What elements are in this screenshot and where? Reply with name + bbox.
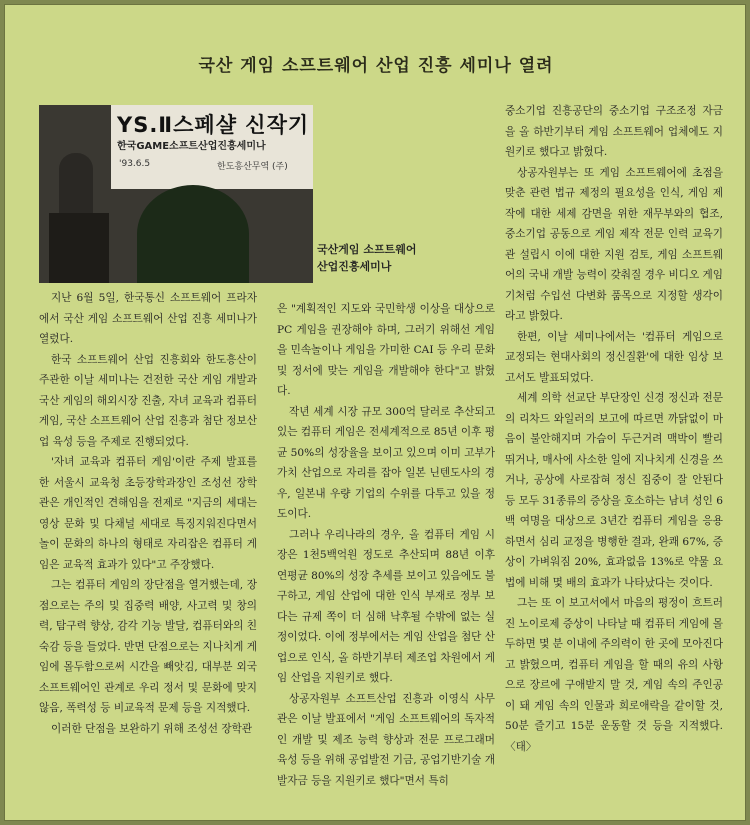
paragraph: 그러나 우리나라의 경우, 올 컴퓨터 게임 시장은 1천5백억원 정도로 추산되며 88년 이후 연평균 80%의 성장 추세를 보이고 있음에도 불구하고, 게임 산업에 대한 인식 부재로 정부 보다는 규제 쪽이 더 심해 낙후될 수밖에 없는 실정이었다. 이에 정부에서는 게임 산업을 첨단 산업으로 인식, 올 하반기부터 제조업 차원에서 게임 산업을 지원키로 했다. — [277, 528, 496, 684]
speaker-figure — [59, 153, 93, 217]
paragraph: 그는 또 이 보고서에서 마음의 평정이 흐트러진 노이로제 증상이 나타날 때 컴퓨터 게임에 몰두하면 몇 분 이내에 주의력이 한 곳에 모아진다고 밝혔으며, 컴퓨터 게임을 할 때의 유의 사항으로 장르에 구애받지 말 것, 게임 속의 주인공이 돼 게임 속의 인물과 희로애락을 같이할 것, 50분 즐기고 15분 운동할 것 등을 지적했다.〈태〉 — [505, 597, 724, 753]
paragraph: 상공자원부는 또 게임 소프트웨어에 초점을 맞춘 관련 법규 제정의 필요성을 인식, 게임 제작에 대한 세제 감면을 위한 재무부와의 협조, 중소기업 공동으로 게임 제작 전문 인력 교육기관 설립시 이에 대한 지원 검토, 게임 소프트웨어의 국내 개발 능력이 갖춰질 경우 비디오 게임기처럼 수입선 다변화 품목으로 지정할 생각이라고 밝혔다. — [505, 166, 724, 322]
banner-line2: 한국GAME소프트산업진흥세미나 — [117, 141, 266, 152]
caption-line2: 산업진흥세미나 — [317, 260, 392, 273]
paragraph: 한편, 이날 세미나에서는 '컴퓨터 게임으로 교정되는 현대사회의 정신질환'에 대한 임상 보고서도 발표되었다. — [505, 330, 723, 384]
paragraph: 지난 6월 5일, 한국통신 소프트웨어 프라자에서 국산 게임 소프트웨어 산업 진흥 세미나가 열렸다. — [39, 292, 257, 345]
article-title: 국산 게임 소프트웨어 산업 진흥 세미나 열려 — [198, 56, 554, 76]
text-column-1 — [39, 288, 257, 739]
paragraph: 한국 소프트웨어 산업 진흥회와 한도흥산이 주관한 이날 세미나는 건전한 국산 게임 개발과 국산 게임의 해외시장 진출, 자녀 교육과 컴퓨터 게임, 국산 소프트웨어 산업 진흥과 첨단 정보산업 육성 등을 주제로 진행되었다. — [39, 353, 258, 448]
banner-line1: YS.Ⅱ스페샬 신작기 — [117, 113, 310, 137]
banner-host: 한도흥산무역 (주) — [217, 162, 288, 172]
paragraph: 중소기업 진흥공단의 중소기업 구조조정 자금을 올 하반기부터 게임 소프트웨어 업체에도 지원키로 했다고 밝혔다. — [505, 105, 723, 158]
podium — [49, 213, 109, 283]
paragraph: 상공자원부 소프트산업 진흥과 이영식 사무관은 이날 발표에서 "게임 소프트웨어의 독자적인 개발 및 제조 능력 향상과 전문 프로그래머 육성 등을 위해 공업발전 기금, 공업기반기술 개발자금 등을 지원키로 했다"면서 특히 — [277, 692, 496, 787]
seminar-photo — [39, 105, 313, 283]
photo-caption — [317, 241, 416, 275]
text-column-2 — [277, 299, 495, 791]
magazine-page — [4, 4, 746, 821]
paragraph: 세계 의학 선교단 부단장인 신경 정신과 전문의 리차드 와일러의 보고에 따르면 까닭없이 마음이 불안해지며 가슴이 두근거려 맥박이 빨리 뛰거나, 매사에 사소한 일에 지나치게 신경을 쓰거나, 공상에 사로잡혀 정신 집중이 잘 안된다 등 모두 31종류의 증상을 호소하는 남녀 성인 6백 여명을 대상으로 3년간 컴퓨터 게임을 응용하면서 심리 교정을 병행한 결과, 완쾌 67%, 증상이 가벼워짐 20%, 효과없음 13%로 약물 요법에 비해 몇 배의 효과가 나타났다는 것이다. — [505, 392, 724, 589]
paragraph: 그는 컴퓨터 게임의 장단점을 열거했는데, 장점으로는 주의 및 집중력 배양, 사고력 및 창의력, 탐구력 향상, 감각 기능 발달, 컴퓨터와의 친숙감 등을 들었다. 반면 단점으로는 지나치게 게임에 몰두함으로써 시간을 빼앗김, 대부분 외국 소프트웨어인 관계로 우리 정서 및 문화에 맞지 않음, 폭력성 등 비교육적 문제 등을 지적했다. — [39, 579, 258, 714]
stage-banner — [111, 105, 313, 189]
paragraph: 이러한 단점을 보완하기 위해 조성선 장학관 — [51, 722, 253, 735]
banner-date: '93.6.5 — [119, 159, 151, 169]
text-column-3 — [505, 101, 723, 757]
caption-line1: 국산게임 소프트웨어 — [317, 243, 417, 256]
paragraph: '자녀 교육과 컴퓨터 게임'이란 주제 발표를 한 서울시 교육청 초등장학과장인 조성선 장학관은 개인적인 견해임을 전제로 "지금의 세대는 영상 문화 및 다채널 세대로 특징지워진다면서 놀이 문화의 하나의 형태로 자리잡은 컴퓨터 게임은 교육적 효과가 있다"고 주장했다. — [39, 456, 257, 571]
flower-arrangement — [137, 185, 249, 283]
paragraph: 작년 세계 시장 규모 300억 달러로 추산되고 있는 컴퓨터 게임은 전세계적으로 85년 이후 평균 50%의 성장율을 보이고 있으며 이미 고부가가치 산업으로 자리를 잡아 일본 닌텐도사의 경우, 일본내 우량 기업의 수위를 다투고 있을 정도이다. — [277, 405, 495, 520]
paragraph: 은 "계획적인 지도와 국민학생 이상을 대상으로 PC 게임을 권장해야 하며, 그러기 위해선 게임을 민속놀이나 게임을 가미한 CAI 등 우리 문화 및 정서에 맞는 게임을 개발해야 한다"고 밝혔다. — [277, 303, 495, 397]
